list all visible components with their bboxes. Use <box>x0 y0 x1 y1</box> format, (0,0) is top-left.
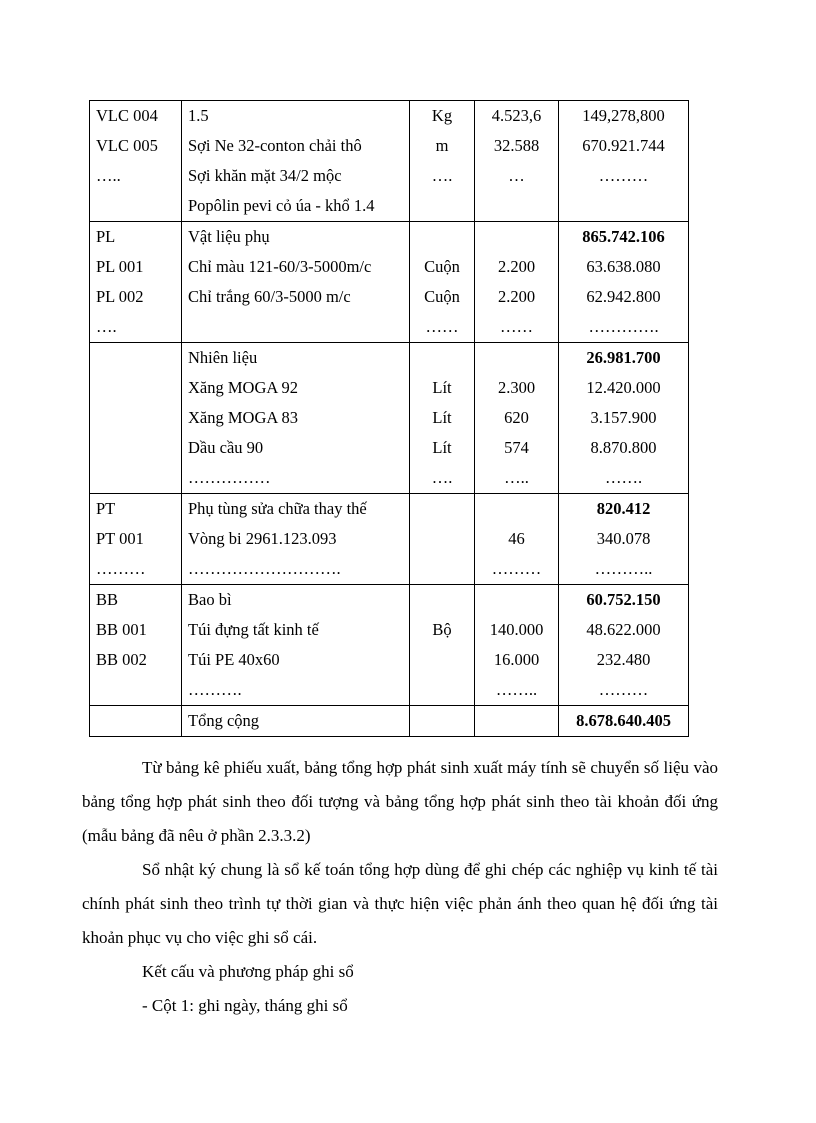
cell-text <box>410 524 474 554</box>
unit-cell <box>410 101 475 222</box>
cell-text: ……….. <box>594 559 653 578</box>
cell-text: 2.200 <box>497 257 536 276</box>
quantity-cell <box>475 101 559 222</box>
cell-text <box>90 675 181 705</box>
cell-text <box>410 191 474 221</box>
cell-text <box>90 706 181 736</box>
cell-text: BB 001 <box>96 620 147 639</box>
cell-text: 32.588 <box>493 136 540 155</box>
cell-text: 60.752.150 <box>586 590 661 609</box>
cell-text: 48.622.000 <box>586 620 661 639</box>
cell-text: VLC 005 <box>96 136 158 155</box>
paragraph: Sổ nhật ký chung là sổ kế toán tổng hợp dùng để ghi chép các nghiệp vụ kinh tế tài chính phát sinh theo trình tự thời gian và thực hiện việc phản ánh theo quan hệ đối ứng tài khoản phục vụ cho việc ghi sổ cái. <box>82 860 718 947</box>
cell-text: 2.300 <box>497 378 536 397</box>
cell-text <box>410 222 474 252</box>
code-cell <box>90 494 182 585</box>
description-cell <box>182 585 410 706</box>
cell-text <box>90 433 181 463</box>
cell-text <box>182 312 409 342</box>
cell-text: …… <box>425 317 459 336</box>
code-cell <box>90 706 182 737</box>
cell-text: ……… <box>598 166 649 185</box>
cell-text: 26.981.700 <box>586 348 661 367</box>
cell-text: Phụ tùng sửa chữa thay thế <box>188 499 367 518</box>
cell-text: 62.942.800 <box>586 287 661 306</box>
cell-text: 574 <box>504 438 529 457</box>
cell-text <box>475 191 558 221</box>
quantity-cell <box>475 494 559 585</box>
cell-text: Lít <box>432 438 452 457</box>
description-cell <box>182 222 410 343</box>
cell-text <box>475 222 558 252</box>
materials-table <box>89 100 689 737</box>
paragraph: Kết cấu và phương pháp ghi sổ <box>142 962 354 981</box>
cell-text: 4.523,6 <box>491 106 542 125</box>
cell-text: Sợi Ne 32-conton chải thô <box>188 136 362 155</box>
unit-cell <box>410 706 475 737</box>
cell-text: ………. <box>188 680 242 699</box>
value-cell <box>559 222 689 343</box>
cell-text: 63.638.080 <box>586 257 661 276</box>
cell-text: 620 <box>504 408 529 427</box>
quantity-cell <box>475 585 559 706</box>
unit-cell <box>410 343 475 494</box>
cell-text: Kg <box>431 106 453 125</box>
cell-text <box>410 645 474 675</box>
code-cell <box>90 585 182 706</box>
cell-text: 16.000 <box>493 650 540 669</box>
value-cell <box>559 706 689 737</box>
cell-text: 149,278,800 <box>582 106 665 125</box>
description-cell <box>182 343 410 494</box>
cell-text <box>475 494 558 524</box>
cell-text: BB <box>96 590 119 609</box>
table-row-group <box>90 494 689 585</box>
description-cell <box>182 101 410 222</box>
cell-text: ……… <box>598 680 649 699</box>
cell-text: Cuộn <box>424 287 460 306</box>
cell-text: 12.420.000 <box>586 378 661 397</box>
cell-text: Túi PE 40x60 <box>188 650 280 669</box>
cell-text: ……. <box>604 468 643 487</box>
table-row-group <box>90 706 689 737</box>
cell-text: Nhiên liệu <box>188 348 258 367</box>
cell-text: 340.078 <box>596 529 651 548</box>
cell-text: m <box>435 136 449 155</box>
cell-text: ……… <box>96 559 146 578</box>
code-cell <box>90 343 182 494</box>
cell-text <box>410 585 474 615</box>
cell-text <box>559 191 688 221</box>
cell-text: 2.200 <box>497 287 536 306</box>
body-text <box>82 751 718 1023</box>
cell-text <box>475 343 558 373</box>
cell-text <box>90 463 181 493</box>
cell-text: …. <box>431 166 453 185</box>
cell-text: Bộ <box>432 620 452 639</box>
cell-text: … <box>508 166 525 185</box>
unit-cell <box>410 222 475 343</box>
cell-text: PL 001 <box>96 257 144 276</box>
cell-text: 1.5 <box>188 106 209 125</box>
cell-text: Xăng MOGA 83 <box>188 408 298 427</box>
cell-text: Popôlin pevi cỏ úa - khổ 1.4 <box>188 196 375 215</box>
cell-text: 140.000 <box>489 620 544 639</box>
cell-text: Cuộn <box>424 257 460 276</box>
cell-text: Bao bì <box>188 590 232 609</box>
cell-text: Chỉ trắng 60/3-5000 m/c <box>188 287 351 306</box>
cell-text: ……… <box>491 559 542 578</box>
cell-text: Vòng bi 2961.123.093 <box>188 529 337 548</box>
code-cell <box>90 101 182 222</box>
value-cell <box>559 494 689 585</box>
cell-text: 46 <box>508 529 525 548</box>
cell-text <box>90 403 181 433</box>
cell-text: Dầu cầu 90 <box>188 438 264 457</box>
cell-text: VLC 004 <box>96 106 158 125</box>
cell-text <box>410 343 474 373</box>
cell-text: BB 002 <box>96 650 147 669</box>
cell-text: 670.921.744 <box>582 136 665 155</box>
cell-text: Sợi khăn mặt 34/2 mộc <box>188 166 342 185</box>
cell-text: ………………………. <box>188 559 341 578</box>
cell-text: …… <box>500 317 533 336</box>
cell-text: …….. <box>495 680 538 699</box>
cell-text: …. <box>96 317 117 336</box>
unit-cell <box>410 494 475 585</box>
paragraph: - Cột 1: ghi ngày, tháng ghi sổ <box>142 996 348 1015</box>
cell-text: 8.870.800 <box>590 438 657 457</box>
cell-text <box>410 706 474 736</box>
cell-text: …………. <box>588 317 659 336</box>
cell-text: 3.157.900 <box>590 408 657 427</box>
quantity-cell <box>475 222 559 343</box>
cell-text: 8.678.640.405 <box>576 711 671 730</box>
value-cell <box>559 343 689 494</box>
cell-text <box>90 373 181 403</box>
cell-text <box>90 191 181 221</box>
cell-text <box>410 554 474 584</box>
table-row-group <box>90 222 689 343</box>
cell-text <box>410 675 474 705</box>
cell-text <box>475 585 558 615</box>
paragraph: Từ bảng kê phiếu xuất, bảng tổng hợp phát sinh xuất máy tính sẽ chuyển số liệu vào bảng tổng hợp phát sinh theo đối tượng và bảng tổng hợp phát sinh theo tài khoản đối ứng (mẫu bảng đã nêu ở phần 2.3.3.2) <box>82 758 718 845</box>
cell-text <box>475 706 558 736</box>
table-row-group <box>90 343 689 494</box>
cell-text <box>410 494 474 524</box>
cell-text: Lít <box>432 378 452 397</box>
cell-text: PT <box>96 499 116 518</box>
cell-text: …………… <box>188 468 271 487</box>
cell-text: 820.412 <box>596 499 651 518</box>
quantity-cell <box>475 706 559 737</box>
cell-text: PL 002 <box>96 287 144 306</box>
cell-text: PT 001 <box>96 529 144 548</box>
cell-text: ….. <box>504 468 529 487</box>
cell-text <box>90 343 181 373</box>
cell-text: 232.480 <box>596 650 651 669</box>
cell-text: Lít <box>432 408 452 427</box>
cell-text: …. <box>431 468 453 487</box>
cell-text: PL <box>96 227 116 246</box>
code-cell <box>90 222 182 343</box>
cell-text: ….. <box>96 166 121 185</box>
value-cell <box>559 585 689 706</box>
table-row-group <box>90 585 689 706</box>
description-cell <box>182 494 410 585</box>
cell-text: Tổng cộng <box>188 711 260 730</box>
cell-text: Chỉ màu 121-60/3-5000m/c <box>188 257 372 276</box>
quantity-cell <box>475 343 559 494</box>
description-cell <box>182 706 410 737</box>
cell-text: Vật liệu phụ <box>188 227 270 246</box>
unit-cell <box>410 585 475 706</box>
cell-text: Xăng MOGA 92 <box>188 378 298 397</box>
value-cell <box>559 101 689 222</box>
cell-text: 865.742.106 <box>582 227 665 246</box>
table-row-group <box>90 101 689 222</box>
cell-text: Túi đựng tất kinh tế <box>188 620 319 639</box>
